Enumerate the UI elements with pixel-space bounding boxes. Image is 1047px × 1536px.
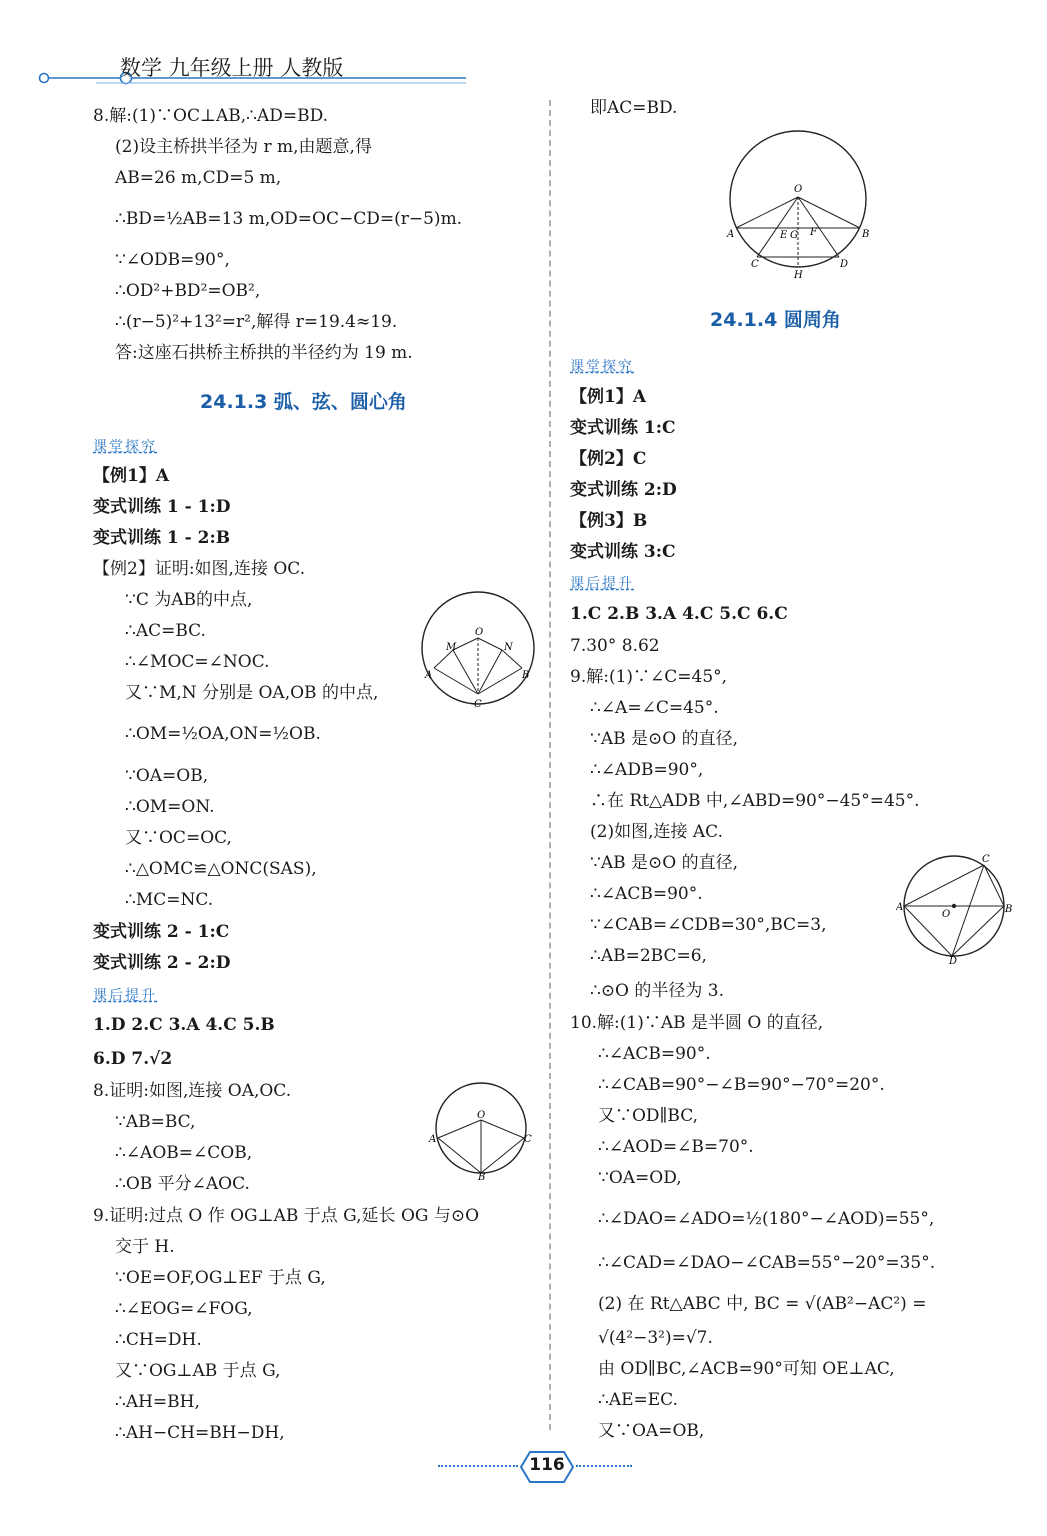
proof-line: 又∵OG⊥AB 于点 G, xyxy=(115,1361,281,1381)
answer-line: 1.C 2.B 3.A 4.C 5.C 6.C xyxy=(570,604,788,624)
proof-line: ∴∠ACB=90°. xyxy=(590,884,703,904)
page-number: 116 xyxy=(529,1455,565,1475)
proof-line: ∴MC=NC. xyxy=(125,890,214,910)
tag-after-class: 课后提升 xyxy=(570,576,634,592)
proof-line: ∴AH=BH, xyxy=(115,1392,200,1412)
proof-line: ∴OB 平分∠AOC. xyxy=(115,1174,250,1194)
proof-line: ∵OA=OB, xyxy=(125,766,209,786)
fig-label: O xyxy=(475,627,484,638)
fig-label: M xyxy=(446,642,457,653)
fig-label: H xyxy=(794,270,803,280)
answer-line: 6.D 7.√2 xyxy=(93,1049,173,1069)
answer-line: 变式训练 3:C xyxy=(570,542,676,562)
proof-line: 【例2】证明:如图,连接 OC. xyxy=(93,559,306,579)
fig-label: C xyxy=(982,854,990,865)
proof-line: ∴∠AOD=∠B=70°. xyxy=(598,1137,754,1157)
answer-line: 变式训练 2 - 1:C xyxy=(93,922,230,942)
figure-circle-aob xyxy=(426,1080,536,1180)
fig-label: D xyxy=(840,259,849,270)
q8-line: ∴BD=½AB=13 m,OD=OC−CD=(r−5)m. xyxy=(115,209,463,229)
proof-line: ∴∠CAB=90°−∠B=90°−70°=20°. xyxy=(598,1075,885,1095)
header-title: 数学 九年级上册 人教版 xyxy=(120,56,344,80)
figure-circle-chords xyxy=(724,125,874,280)
fig-label: O xyxy=(477,1110,486,1121)
proof-line: √(4²−3²)=√7. xyxy=(598,1328,713,1348)
fig-label: E xyxy=(780,230,788,241)
figure-circle-abcd xyxy=(896,850,1016,965)
proof-line: ∵C 为AB的中点, xyxy=(125,590,253,610)
answer-line: 变式训练 2 - 2:D xyxy=(93,953,231,973)
section-title-24-1-3: 24.1.3 弧、弦、圆心角 xyxy=(200,391,407,413)
fig-label: B xyxy=(522,670,530,681)
answer-line: 【例1】A xyxy=(570,387,647,407)
proof-line: ∴AH−CH=BH−DH, xyxy=(115,1423,285,1443)
fig-label: A xyxy=(896,902,904,913)
proof-line: ∵∠CAB=∠CDB=30°,BC=3, xyxy=(590,915,827,935)
proof-line: ∵AB=BC, xyxy=(115,1112,196,1132)
proof-line: ∴∠DAO=∠ADO=½(180°−∠AOD)=55°, xyxy=(598,1209,935,1229)
fig-label: A xyxy=(425,670,433,681)
answer-line: 变式训练 1:C xyxy=(570,418,676,438)
answer-line: 变式训练 1 - 2:B xyxy=(93,528,231,548)
fig-label: F xyxy=(810,227,817,238)
proof-line: ∴AB=2BC=6, xyxy=(590,946,707,966)
answer-line: 7.30° 8.62 xyxy=(570,636,660,656)
proof-line: ∴CH=DH. xyxy=(115,1330,202,1350)
page-header xyxy=(0,40,1047,100)
proof-line: ∴∠CAD=∠DAO−∠CAB=55°−20°=35°. xyxy=(598,1253,936,1273)
fig-label: D xyxy=(949,956,958,965)
answer-line: 变式训练 2:D xyxy=(570,480,677,500)
fig-label: A xyxy=(429,1134,437,1145)
fig-label: O xyxy=(942,909,951,920)
proof-line: 又∵OD∥BC, xyxy=(598,1106,699,1126)
fig-label: O xyxy=(794,184,803,195)
q8-line: 答:这座石拱桥主桥拱的半径约为 19 m. xyxy=(115,343,413,363)
q8-line: ∴OD²+BD²=OB², xyxy=(115,281,261,301)
proof-line: 又∵OC=OC, xyxy=(125,828,232,848)
proof-line: (2) 在 Rt△ABC 中, BC = √(AB²−AC²) = xyxy=(598,1294,927,1314)
answer-line: 【例3】B xyxy=(570,511,648,531)
proof-line: ∴∠AOB=∠COB, xyxy=(115,1143,253,1163)
column-divider xyxy=(549,100,551,1430)
proof-line: ∴OM=ON. xyxy=(125,797,215,817)
answer-line: 【例2】C xyxy=(570,449,647,469)
fig-label: B xyxy=(1005,904,1013,915)
fig-label: C xyxy=(751,259,759,270)
figure-circle-mn xyxy=(418,590,543,715)
tag-classroom-explore: 课堂探究 xyxy=(570,359,634,375)
proof-line: ∴∠A=∠C=45°. xyxy=(590,698,719,718)
proof-line: ∴∠ADB=90°, xyxy=(590,760,704,780)
proof-line: 10.解:(1)∵AB 是半圆 O 的直径, xyxy=(570,1013,824,1033)
proof-line: 即AC=BD. xyxy=(590,98,678,118)
fig-label: A xyxy=(727,229,735,240)
proof-line: ∴AC=BC. xyxy=(125,621,206,641)
proof-line: ∵AB 是⊙O 的直径, xyxy=(590,729,738,749)
proof-line: ∴⊙O 的半径为 3. xyxy=(590,981,725,1001)
proof-line: ∵OA=OD, xyxy=(598,1168,682,1188)
fig-label: G xyxy=(790,230,798,241)
proof-line: ∴在 Rt△ADB 中,∠ABD=90°−45°=45°. xyxy=(590,791,920,811)
proof-line: 又∵OA=OB, xyxy=(598,1421,705,1441)
q8-line: ∴(r−5)²+13²=r²,解得 r=19.4≈19. xyxy=(115,312,398,332)
fig-label: B xyxy=(478,1172,486,1180)
q8-line: (2)设主桥拱半径为 r m,由题意,得 xyxy=(115,137,372,157)
q8-line: 8.解:(1)∵OC⊥AB,∴AD=BD. xyxy=(93,106,329,126)
proof-line: ∴∠MOC=∠NOC. xyxy=(125,652,270,672)
answer-line: 1.D 2.C 3.A 4.C 5.B xyxy=(93,1015,275,1035)
proof-line: 又∵M,N 分别是 OA,OB 的中点, xyxy=(125,683,379,703)
tag-after-class: 课后提升 xyxy=(93,988,157,1004)
proof-line: (2)如图,连接 AC. xyxy=(590,822,723,842)
footer-dots-right xyxy=(576,1465,632,1467)
proof-line: ∵AB 是⊙O 的直径, xyxy=(590,853,738,873)
proof-line: ∴∠EOG=∠FOG, xyxy=(115,1299,253,1319)
section-title-24-1-4: 24.1.4 圆周角 xyxy=(710,309,841,331)
proof-line: 9.证明:过点 O 作 OG⊥AB 于点 G,延长 OG 与⊙O xyxy=(93,1206,480,1226)
tag-classroom-explore: 课堂探究 xyxy=(93,439,157,455)
proof-line: ∴△OMC≌△ONC(SAS), xyxy=(125,859,317,879)
q8-line: ∵∠ODB=90°, xyxy=(115,250,230,270)
answer-line: 变式训练 1 - 1:D xyxy=(93,497,231,517)
proof-line: 8.证明:如图,连接 OA,OC. xyxy=(93,1081,292,1101)
fig-label: C xyxy=(474,699,482,710)
q8-line: AB=26 m,CD=5 m, xyxy=(115,168,282,188)
fig-label: B xyxy=(862,229,870,240)
proof-line: 9.解:(1)∵∠C=45°, xyxy=(570,667,728,687)
proof-line: ∴∠ACB=90°. xyxy=(598,1044,711,1064)
answer-line: 【例1】A xyxy=(93,466,170,486)
footer-dots-left xyxy=(438,1465,518,1467)
fig-label: N xyxy=(504,642,513,653)
proof-line: ∴AE=EC. xyxy=(598,1390,678,1410)
proof-line: ∵OE=OF,OG⊥EF 于点 G, xyxy=(115,1268,326,1288)
fig-label: C xyxy=(524,1134,532,1145)
proof-line: 交于 H. xyxy=(115,1237,175,1257)
proof-line: 由 OD∥BC,∠ACB=90°可知 OE⊥AC, xyxy=(598,1359,895,1379)
proof-line: ∴OM=½OA,ON=½OB. xyxy=(125,724,321,744)
